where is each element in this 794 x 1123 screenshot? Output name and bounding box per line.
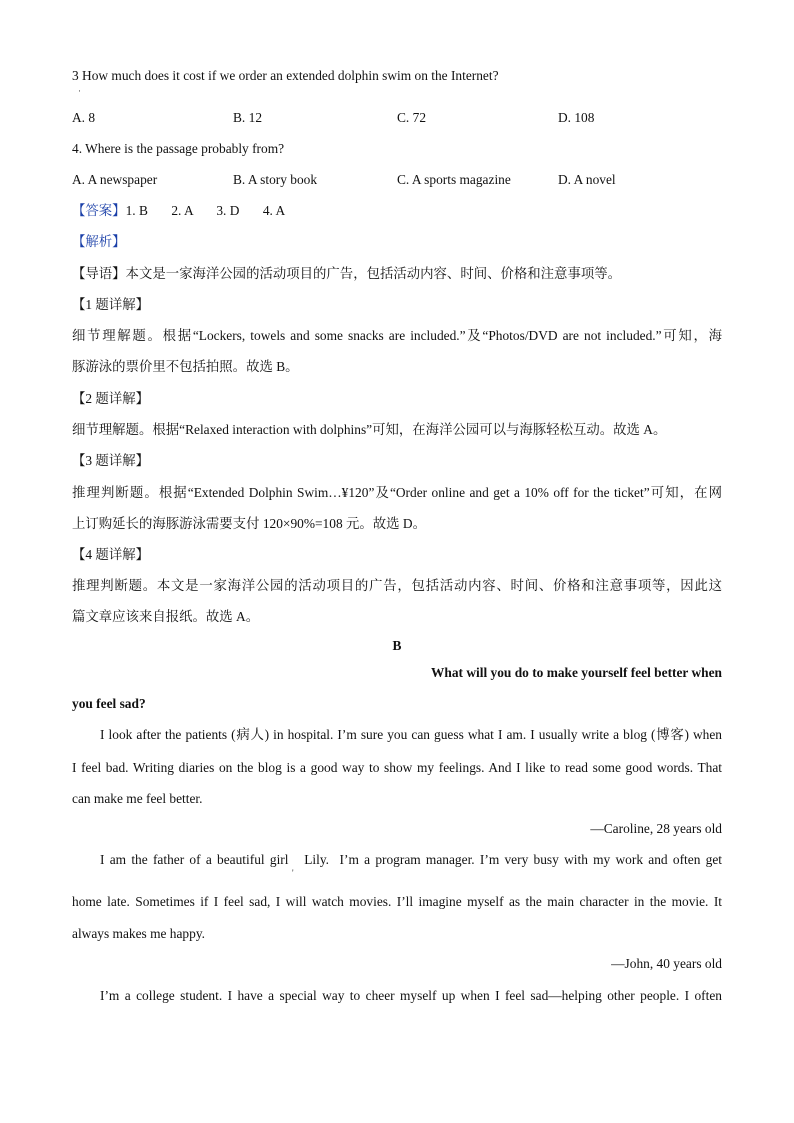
detail-3-heading: 【3 题详解】 — [72, 453, 149, 468]
detail-1-line-1: 细节理解题。根据“Lockers, towels and some snacks are included.”及“Photos/DVD are not included.”可知，海 — [72, 328, 722, 343]
question-3-stem: 3 How much does it cost if we order an extended dolphin swim on the Internet? — [72, 68, 499, 83]
answer-line — [72, 203, 285, 219]
paragraph-1-line-3: can make me feel better. — [72, 791, 203, 806]
q4-option-a: A. A newspaper — [72, 172, 158, 187]
detail-4-heading: 【4 题详解】 — [72, 547, 149, 562]
q3-option-c: C. 72 — [397, 110, 427, 125]
paragraph-2-mark: ' — [292, 868, 294, 878]
answer-label: 【答案】 — [72, 203, 126, 218]
paragraph-2-line-1: I am the father of a beautiful girl Lily. I’m a program manager. I’m very busy with my work and often get — [100, 852, 722, 867]
detail-3-line-1: 推理判断题。根据“Extended Dolphin Swim…¥120”及“Order online and get a 10% off for the ticket”可知，在网 — [72, 485, 722, 500]
paragraph-1-line-2: I feel bad. Writing diaries on the blog is a good way to show my feelings. And I like to read some good words. That — [72, 760, 722, 775]
q3-option-a: A. 8 — [72, 110, 96, 125]
paragraph-1-signature: —Caroline, 28 years old — [590, 821, 722, 836]
analysis-label: 【解析】 — [72, 234, 126, 249]
paragraph-2-signature: —John, 40 years old — [611, 956, 722, 971]
detail-3-line-2: 上订购延长的海豚游泳需要支付 120×90%=108 元。故选 D。 — [72, 516, 426, 531]
q3-option-b: B. 12 — [233, 110, 263, 125]
paragraph-3-line-1: I’m a college student. I have a special way to cheer myself up when I feel sad—helping other people. I often — [100, 988, 722, 1003]
q4-option-c: C. A sports magazine — [397, 172, 511, 187]
paragraph-1-line-1: I look after the patients (病人) in hospital. I’m sure you can guess what I am. I usually write a blog (博客) when — [100, 727, 722, 742]
q4-option-b: B. A story book — [233, 172, 318, 187]
detail-4-line-1: 推理判断题。本文是一家海洋公园的活动项目的广告，包括活动内容、时间、价格和注意事项等，因此这 — [72, 578, 722, 593]
question-4-stem: 4. Where is the passage probably from? — [72, 141, 285, 156]
paragraph-2-line-2: home late. Sometimes if I feel sad, I will watch movies. I’ll imagine myself as the main character in the movie. It — [72, 894, 722, 909]
question-3-mark: · — [78, 86, 81, 96]
q4-option-d: D. A novel — [558, 172, 616, 187]
detail-2-heading: 【2 题详解】 — [72, 391, 149, 406]
detail-1-heading: 【1 题详解】 — [72, 297, 149, 312]
answer-text: 1. B 2. A 3. D 4. A — [125, 203, 286, 218]
detail-2-line-1: 细节理解题。根据“Relaxed interaction with dolphins”可知，在海洋公园可以与海豚轻松互动。故选 A。 — [72, 422, 667, 437]
detail-4-line-2: 篇文章应该来自报纸。故选 A。 — [72, 609, 260, 624]
section-b-title-line-2: you feel sad? — [72, 696, 146, 711]
q3-option-d: D. 108 — [558, 110, 595, 125]
analysis-intro: 【导语】本文是一家海洋公园的活动项目的广告，包括活动内容、时间、价格和注意事项等。 — [72, 266, 622, 281]
detail-1-line-2: 豚游泳的票价里不包括拍照。故选 B。 — [72, 359, 299, 374]
paragraph-2-line-3: always makes me happy. — [72, 926, 205, 941]
section-b-letter: B — [392, 638, 402, 653]
section-b-title-line-1: What will you do to make yourself feel better when — [431, 665, 722, 680]
